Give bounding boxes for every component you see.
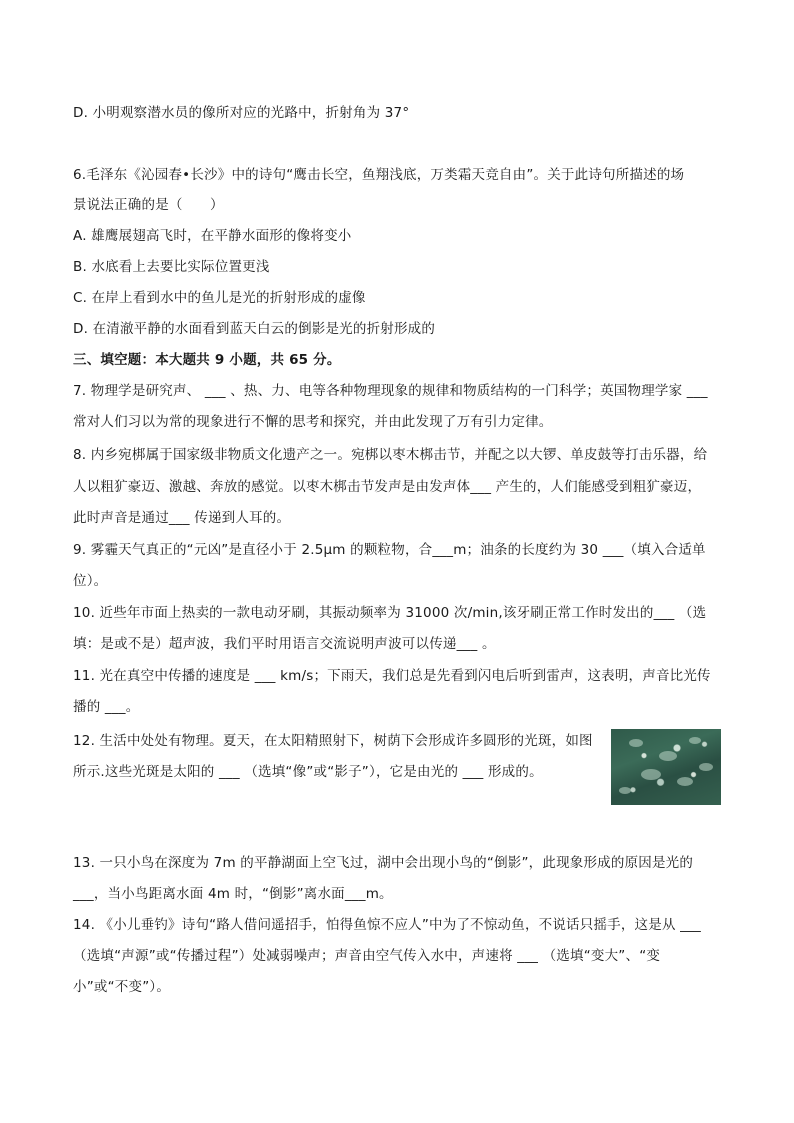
light-spots-photo	[611, 729, 721, 805]
question-14-text-cont2: 小”或“不变”）。	[73, 979, 171, 995]
question-9-text: 9. 雾霾天气真正的“元凶”是直径小于 2.5μm 的颗粒物，合___m；油条的长度约为 30 ___（填入合适单	[73, 542, 706, 558]
question-13-text: 13. 一只小鸟在深度为 7m 的平静湖面上空飞过，湖中会出现小鸟的“倒影”，此现象形成的原因是光的	[73, 855, 694, 871]
question-11-text: 11. 光在真空中传播的速度是 ___ km/s；下雨天，我们总是先看到闪电后听到雷声，这表明，声音比光传	[73, 668, 711, 684]
question-10-text: 10. 近些年市面上热卖的一款电动牙刷，其振动频率为 31000 次/min,该牙刷正常工作时发出的___ （选	[73, 605, 707, 621]
question-7-text-cont: 常对人们习以为常的现象进行不懈的思考和探究，并由此发现了万有引力定律。	[73, 414, 553, 430]
question-6-text-cont: 景说法正确的是（ ）	[73, 197, 224, 213]
option-6b: B. 水底看上去要比实际位置更浅	[73, 259, 270, 275]
question-8-text-cont1: 人以粗犷豪迈、激越、奔放的感觉。以枣木梆击节发声是由发声体___ 产生的，人们能感受到粗犷豪迈，	[73, 479, 702, 495]
option-6d: D. 在清澈平静的水面看到蓝天白云的倒影是光的折射形成的	[73, 321, 436, 337]
question-8-text-cont2: 此时声音是通过___ 传递到人耳的。	[73, 510, 291, 526]
question-12-text: 12. 生活中处处有物理。夏天，在太阳精照射下，树荫下会形成许多圆形的光斑，如图	[73, 733, 593, 749]
question-11-text-cont: 播的 ___。	[73, 699, 140, 715]
option-5d: D. 小明观察潜水员的像所对应的光路中，折射角为 37°	[73, 105, 410, 121]
question-14-text: 14. 《小儿垂钓》诗句“路人借问遥招手，怕得鱼惊不应人”中为了不惊动鱼，不说话只摇手，这是从 ___	[73, 917, 701, 933]
question-12-text-cont: 所示.这些光斑是太阳的 ___ （选填“像”或“影子”），它是由光的 ___ 形成的。	[73, 764, 543, 780]
section-heading: 三、填空题：本大题共 9 小题，共 65 分。	[73, 352, 341, 368]
question-9-text-cont: 位）。	[73, 573, 108, 589]
option-6a: A. 雄鹰展翅高飞时，在平静水面形的像将变小	[73, 228, 352, 244]
question-7-text: 7. 物理学是研究声、 ___ 、热、力、电等各种物理现象的规律和物质结构的一门科学；英国物理学家 ___	[73, 383, 708, 399]
option-6c: C. 在岸上看到水中的鱼儿是光的折射形成的虚像	[73, 290, 366, 306]
question-13-text-cont: ___，当小鸟距离水面 4m 时，“倒影”离水面___m。	[73, 886, 393, 902]
question-14-text-cont1: （选填“声源”或“传播过程”）处减弱噪声；声音由空气传入水中，声速将 ___ （选填“变大”、“变	[73, 948, 661, 964]
question-10-text-cont: 填：是或不是）超声波，我们平时用语言交流说明声波可以传递___ 。	[73, 636, 496, 652]
question-8-text: 8. 内乡宛梆属于国家级非物质文化遗产之一。宛梆以枣木梆击节，并配之以大锣、单皮鼓等打击乐器，给	[73, 447, 708, 463]
question-6-text: 6.毛泽东《沁园春•长沙》中的诗句“鹰击长空，鱼翔浅底，万类霜天竞自由”。关于此诗句所描述的场	[73, 167, 685, 183]
